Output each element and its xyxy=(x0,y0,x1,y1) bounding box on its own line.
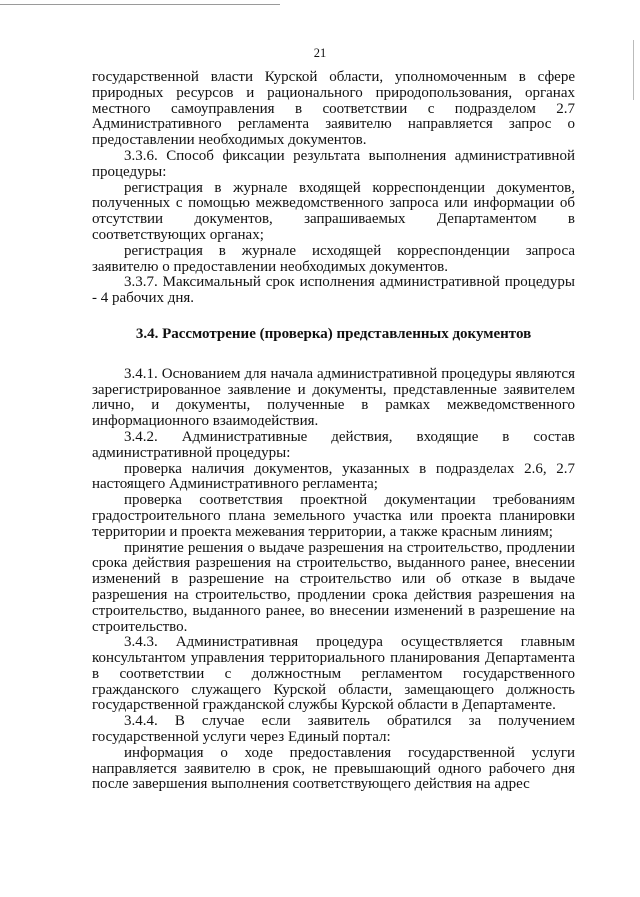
paragraph: 3.4.1. Основанием для начала административной процедуры являются зарегистрированное заявление и документы, представленные заявителем лично, и документы, полученные в рамках межведомственного информационного взаимодействия. xyxy=(92,365,575,430)
page-number: 21 xyxy=(313,46,327,60)
paragraphs-after-heading xyxy=(92,367,575,794)
document-body xyxy=(92,70,575,793)
paragraph: 3.4.4. В случае если заявитель обратился за получением государственной услуги через Единый портал: xyxy=(92,713,575,746)
paragraph: государственной власти Курской области, уполномоченным в сфере природных ресурсов и рационального природопользования, органах местного самоуправления в соответствии с подразделом 2.7 Административного регламента заявителю направляется запрос о предоставлении необходимых документов. xyxy=(92,69,575,149)
paragraph: проверка соответствия проектной документации требованиям градостроительного плана земельного участка или проекта планировки территории и проекта межевания территории, а также красным линиям; xyxy=(92,492,575,540)
paragraphs-before-heading xyxy=(92,70,575,307)
paragraph: 3.4.3. Административная процедура осуществляется главным консультантом управления территориального планирования Департамента в соответствии с должностным регламентом государственного гражданского служащего Курской области, замещающего должность государственной гражданской службы Курской области в Департаменте. xyxy=(92,634,575,714)
section-heading: 3.4. Рассмотрение (проверка) представленных документов xyxy=(135,325,532,342)
paragraph: 3.3.6. Способ фиксации результата выполнения административной процедуры: xyxy=(92,147,575,180)
paragraph: 3.3.7. Максимальный срок исполнения административной процедуры - 4 рабочих дня. xyxy=(92,274,575,307)
paragraph: регистрация в журнале исходящей корреспонденции запроса заявителю о предоставлении необходимых документов. xyxy=(92,242,575,275)
paragraph: регистрация в журнале входящей корреспонденции документов, полученных с помощью межведомственного запроса или информации об отсутствии документов, запрашиваемых Департаментом в соответствующих органах; xyxy=(92,179,575,243)
scan-edge-line xyxy=(0,4,280,5)
paragraph: проверка наличия документов, указанных в подразделах 2.6, 2.7 настоящего Административного регламента; xyxy=(92,460,575,493)
paragraph: принятие решения о выдаче разрешения на строительство, продлении срока действия разрешения на строительство, выданного ранее, внесении изменений в разрешение на строительство или об отказе в выдаче разрешения на строительство, продлении срока действия разрешения на строительство, выданного ранее, во внесении изменений в разрешение на строительство. xyxy=(92,539,575,635)
paragraph: 3.4.2. Административные действия, входящие в состав административной процедуры: xyxy=(92,428,575,461)
paragraph: информация о ходе предоставления государственной услуги направляется заявителю в срок, не превышающий одного рабочего дня после завершения выполнения соответствующего действия на адрес xyxy=(92,744,575,793)
